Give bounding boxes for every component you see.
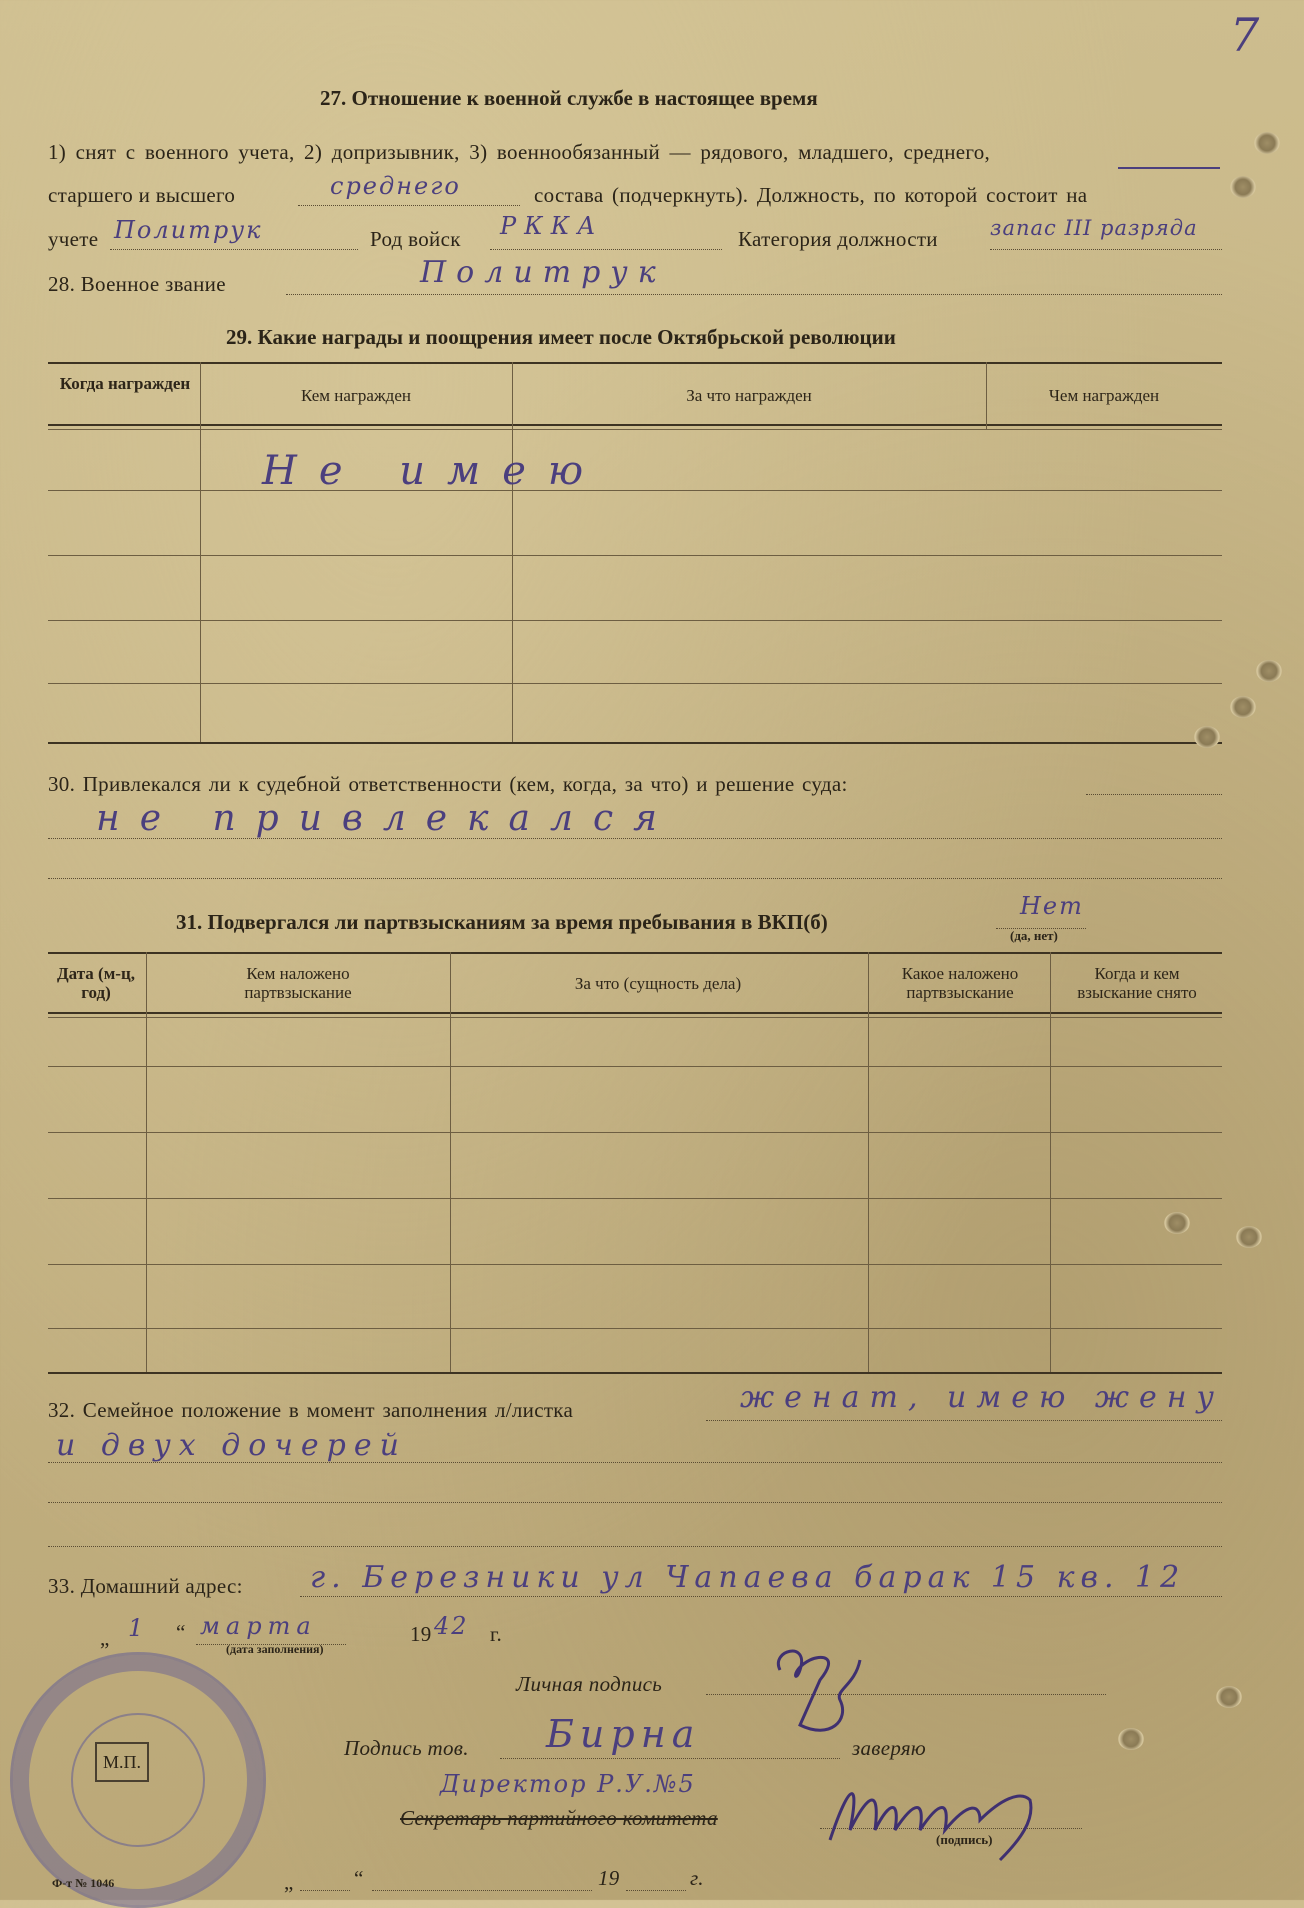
s29-row2 xyxy=(48,555,1222,556)
punch-hole-2 xyxy=(1230,176,1256,198)
s30-dotline3 xyxy=(48,878,1222,879)
footer-year-dotline xyxy=(626,1890,686,1891)
footer-date-quote: “ xyxy=(354,1866,364,1890)
s30-label: 30. Привлекался ли к судебной ответственности (кем, когда, за что) и решение суда: xyxy=(48,772,848,796)
s29-header-bottom2 xyxy=(48,429,1222,430)
s29-value-hand: Не имею xyxy=(262,448,606,494)
certify-label: заверяю xyxy=(852,1736,927,1760)
s33-year-suffix: г. xyxy=(490,1622,503,1646)
form-code: Ф-т № 1046 xyxy=(52,1876,115,1890)
s29-table-top xyxy=(48,362,1222,364)
s29-table-bottom xyxy=(48,742,1222,744)
s27-position-hand: Политрук xyxy=(114,216,263,244)
s29-vline3 xyxy=(986,362,987,430)
s28-dotline xyxy=(286,294,1222,295)
s33-date-close-quote: “ xyxy=(176,1620,186,1644)
s31-col-removed: Когда и кем взыскание снято xyxy=(1077,964,1197,1002)
punch-hole-3 xyxy=(1256,660,1282,682)
secretary-signature-mark xyxy=(820,1760,1080,1870)
footer-year: 19 xyxy=(598,1866,620,1890)
s33-dotline xyxy=(300,1596,1222,1597)
tov-signature-dotline xyxy=(500,1758,840,1759)
s32-dotline3 xyxy=(48,1502,1222,1503)
s29-title: 29. Какие награды и поощрения имеет после Октябрьской революции xyxy=(226,325,896,349)
s31-row4 xyxy=(48,1264,1222,1265)
s31-row2 xyxy=(48,1132,1222,1133)
s29-col-with: Чем награжден xyxy=(1048,386,1160,405)
director-hand: Директор Р.У.№5 xyxy=(440,1770,696,1798)
s33-date-open-quote: „ xyxy=(100,1626,110,1650)
s33-date-month: марта xyxy=(200,1612,317,1640)
s33-address-hand: г. Березники ул Чапаева барак 15 кв. 12 xyxy=(310,1560,1186,1595)
personal-signature-label: Личная подпись xyxy=(516,1672,663,1696)
s33-year-hand: 42 xyxy=(434,1612,469,1640)
personal-signature-mark xyxy=(760,1630,880,1740)
punch-hole-6 xyxy=(1164,1212,1190,1234)
s31-vline3 xyxy=(868,952,869,1372)
footer-date-dotline2 xyxy=(372,1890,592,1891)
s29-header-bottom xyxy=(48,424,1222,426)
footer-date-prefix: „ xyxy=(284,1870,294,1894)
corner-page-mark: 7 xyxy=(1230,8,1260,62)
s29-col-who: Кем награжден xyxy=(301,386,411,405)
s29-row1 xyxy=(48,490,1222,491)
s32-label: 32. Семейное положение в момент заполнения л/листка xyxy=(48,1398,574,1422)
s31-vline2 xyxy=(450,952,451,1372)
s27-line3-dotline3 xyxy=(990,249,1222,250)
s30-value-hand: не привлекался xyxy=(96,798,677,839)
s31-row1 xyxy=(48,1066,1222,1067)
s27-title: 27. Отношение к военной службе в настоящее время xyxy=(320,86,818,110)
s31-col-which: Какое наложено партвзыскание xyxy=(901,964,1019,1002)
s28-value-hand: Политрук xyxy=(420,255,666,290)
s28-label: 28. Военное звание xyxy=(48,272,226,296)
s30-dotline1 xyxy=(1086,794,1222,795)
footer-date-dotline1 xyxy=(300,1890,350,1891)
s29-col-what: За что награжден xyxy=(686,386,812,405)
s27-line3b: Род войск xyxy=(370,227,461,251)
s27-line2a: старшего и высшего xyxy=(48,183,236,207)
podpis-hint: (подпись) xyxy=(936,1832,993,1847)
s27-line2b: состава (подчеркнуть). Должность, по которой состоит на xyxy=(534,183,1088,207)
underline-srednego xyxy=(1118,167,1220,169)
s27-line3c: Категория должности xyxy=(738,227,938,251)
s32-value2-hand: и двух дочерей xyxy=(56,1428,407,1463)
tov-signature-label: Подпись тов. xyxy=(344,1736,469,1760)
s27-line3a: учете xyxy=(48,227,99,251)
s27-line2-dotline xyxy=(298,205,520,206)
s29-vline2 xyxy=(512,362,513,742)
s27-line3-dotline2 xyxy=(490,249,722,250)
s29-row3 xyxy=(48,620,1222,621)
s31-title: 31. Подвергался ли партвзысканиям за время пребывания в ВКП(б) xyxy=(176,910,828,934)
s31-table-top xyxy=(48,952,1222,954)
s29-row4 xyxy=(48,683,1222,684)
mp-box: М.П. xyxy=(95,1742,149,1782)
s27-line3-dotline1 xyxy=(110,249,358,250)
s31-row3 xyxy=(48,1198,1222,1199)
s33-date-day: 1 xyxy=(128,1614,146,1642)
s31-header-bottom2 xyxy=(48,1017,1222,1018)
s29-vline1 xyxy=(200,362,201,742)
s31-row5 xyxy=(48,1328,1222,1329)
s31-answer-hand: Нет xyxy=(1020,892,1084,920)
punch-hole-1 xyxy=(1254,132,1280,154)
tov-name-hand: Бирна xyxy=(546,1712,701,1756)
s29-col-when: Когда награжден xyxy=(59,374,191,393)
s32-dotline4 xyxy=(48,1546,1222,1547)
s31-table-bottom xyxy=(48,1372,1222,1374)
secretary-label: Секретарь партийного комитета xyxy=(400,1806,718,1830)
s33-label: 33. Домашний адрес: xyxy=(48,1574,243,1598)
s33-year-prefix: 19 xyxy=(410,1622,432,1646)
punch-hole-8 xyxy=(1216,1686,1242,1708)
s31-vline4 xyxy=(1050,952,1051,1372)
s32-dotline1 xyxy=(706,1420,1222,1421)
s33-date-hint: (дата заполнения) xyxy=(226,1642,324,1656)
s31-col-what: За что (сущность дела) xyxy=(574,974,742,993)
s27-line1: 1) снят с военного учета, 2) допризывник, 3) военнообязанный — рядового, младшего, среднего, xyxy=(48,140,991,164)
s31-col-date: Дата (м-ц, год) xyxy=(56,964,135,1002)
footer-g: г. xyxy=(690,1866,704,1890)
s27-line2-hand: среднего xyxy=(330,172,461,200)
punch-hole-4 xyxy=(1230,696,1256,718)
punch-hole-7 xyxy=(1236,1226,1262,1248)
s27-category-hand: запас III разряда xyxy=(990,216,1198,240)
s31-answer-hint: (да, нет) xyxy=(1010,928,1058,943)
punch-hole-5 xyxy=(1194,726,1220,748)
s27-troops-hand: РККА xyxy=(500,212,604,240)
s31-header-bottom xyxy=(48,1012,1222,1014)
s31-vline1 xyxy=(146,952,147,1372)
s31-col-who: Кем наложено партвзыскание xyxy=(244,964,352,1002)
s32-value1-hand: женат, имею жену xyxy=(740,1380,1224,1415)
punch-hole-9 xyxy=(1118,1728,1144,1750)
